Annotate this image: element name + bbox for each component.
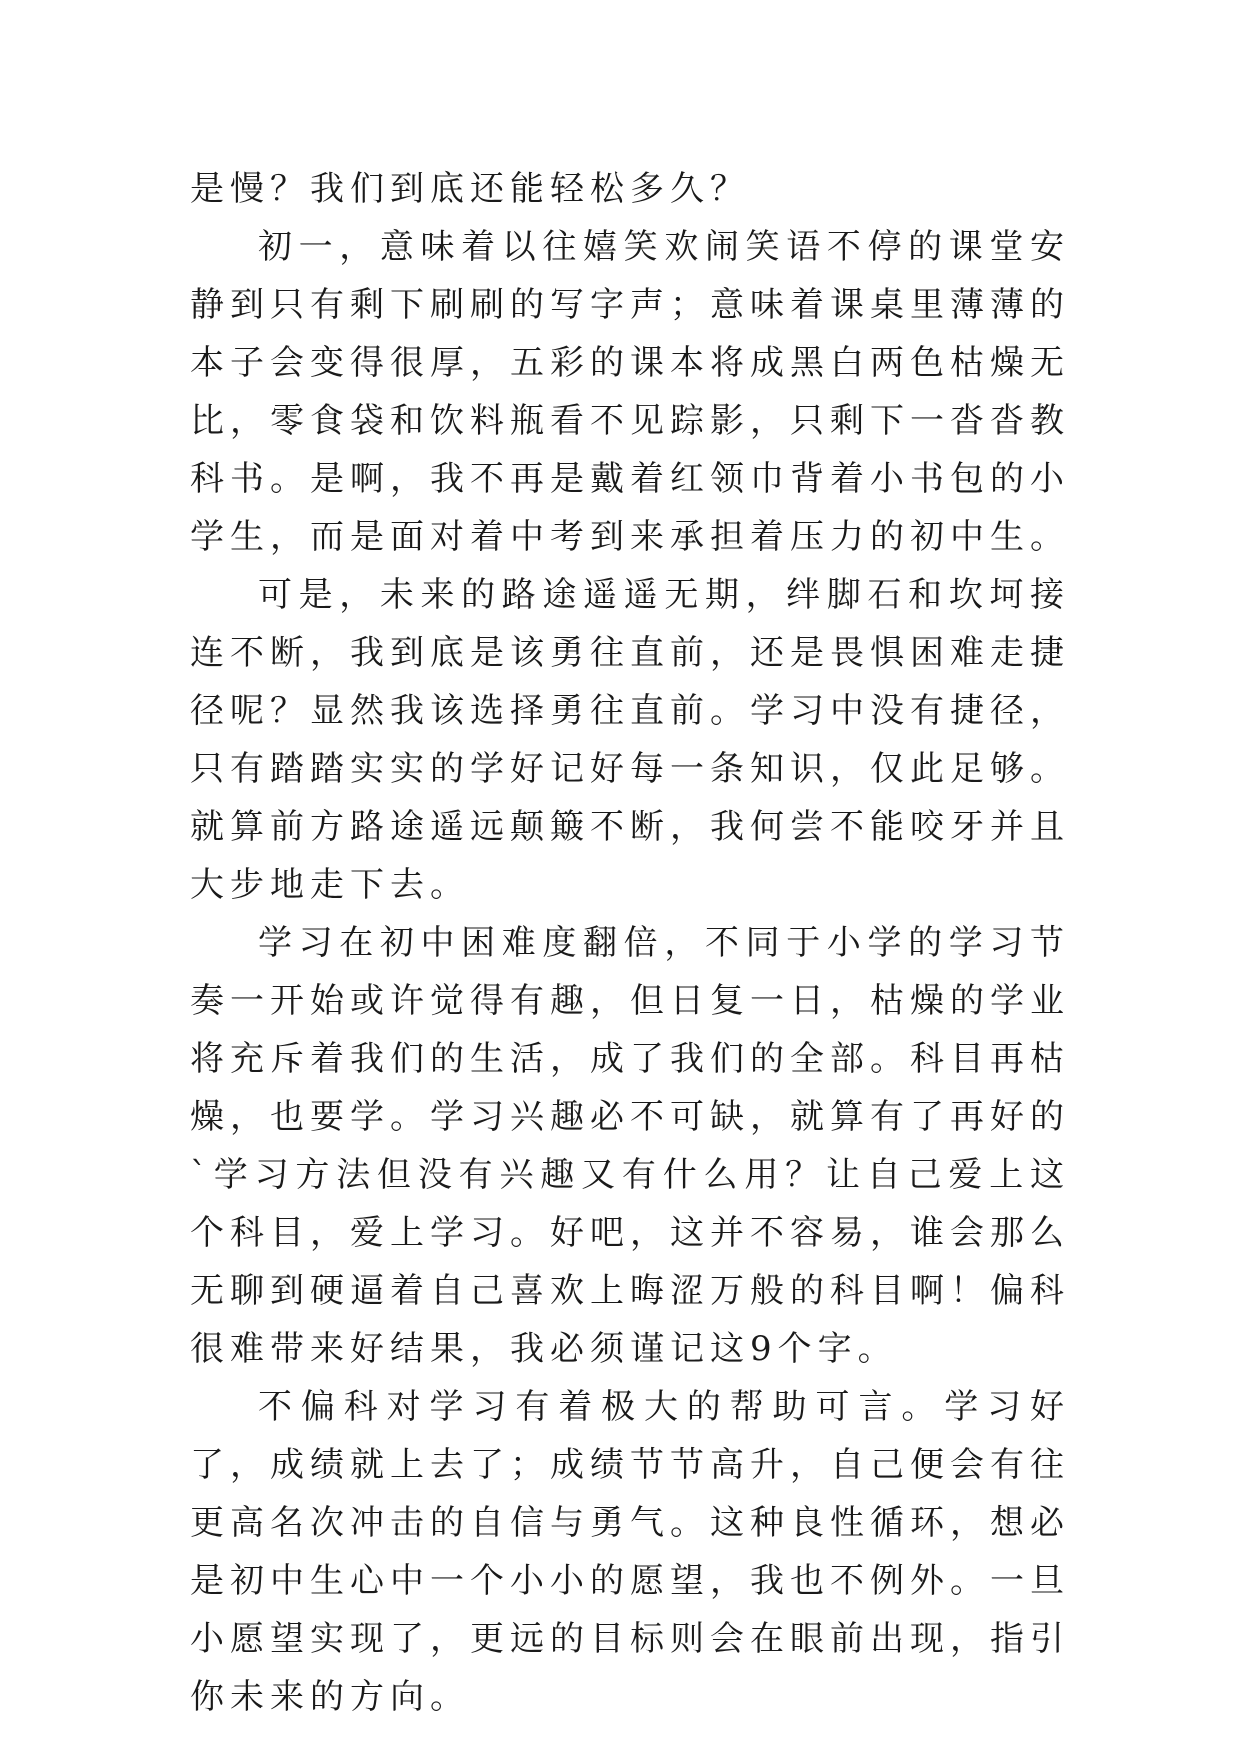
paragraph-5: 不偏科对学习有着极大的帮助可言。学习好了，成绩就上去了；成绩节节高升，自己便会有往更高名次冲击的自信与勇气。这种良性循环，想必是初中生心中一个小小的愿望，我也不例外。一旦小愿望实现了，更远的目标则会在眼前出现，指引你未来的方向。 (190, 1387, 1070, 1717)
paragraph-4: 学习在初中困难度翻倍，不同于小学的学习节奏一开始或许觉得有趣，但日复一日，枯燥的学业将充斥着我们的生活，成了我们的全部。科目再枯燥，也要学。学习兴趣必不可缺，就算有了再好的`学习方法但没有兴趣又有什么用？让自己爱上这个科目，爱上学习。好吧，这并不容易，谁会那么无聊到硬逼着自己喜欢上晦涩万般的科目啊！偏科很难带来好结果，我必须谨记这9个字。 (190, 923, 1070, 1369)
paragraph-1: 是慢？我们到底还能轻松多久？ (190, 169, 750, 209)
document-body (190, 160, 1070, 1726)
paragraph-3: 可是，未来的路途遥遥无期，绊脚石和坎坷接连不断，我到底是该勇往直前，还是畏惧困难走捷径呢？显然我该选择勇往直前。学习中没有捷径，只有踏踏实实的学好记好每一条知识，仅此足够。就算前方路途遥远颠簸不断，我何尝不能咬牙并且大步地走下去。 (190, 575, 1070, 905)
paragraph-2: 初一，意味着以往嬉笑欢闹笑语不停的课堂安静到只有剩下刷刷的写字声；意味着课桌里薄薄的本子会变得很厚，五彩的课本将成黑白两色枯燥无比，零食袋和饮料瓶看不见踪影，只剩下一沓沓教科书。是啊，我不再是戴着红领巾背着小书包的小学生，而是面对着中考到来承担着压力的初中生。 (190, 227, 1070, 557)
